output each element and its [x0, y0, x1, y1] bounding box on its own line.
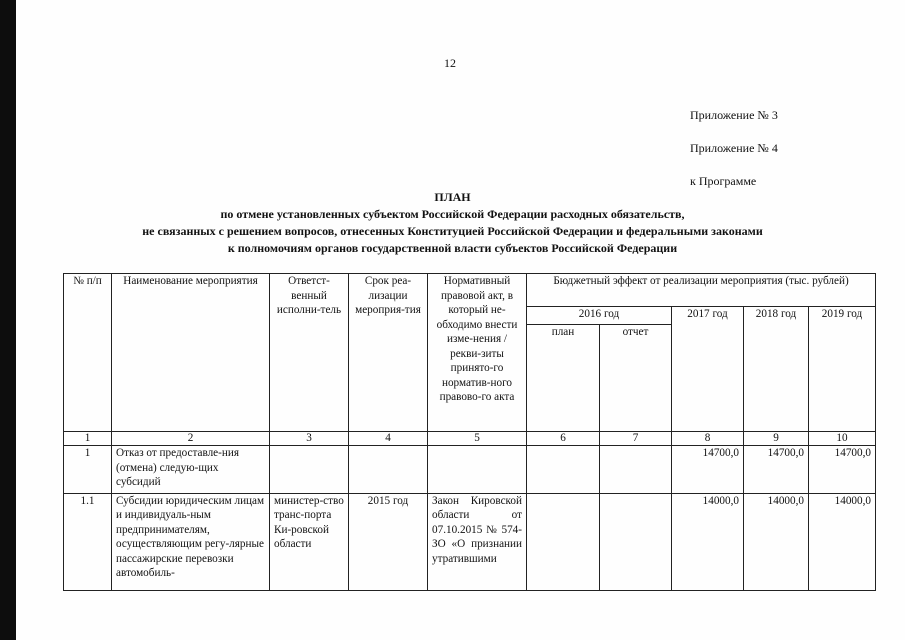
- column-numbers-row: [64, 431, 876, 445]
- row-num: 1.1: [64, 493, 112, 590]
- column-number: 8: [672, 431, 744, 445]
- row-2017: 14000,0: [672, 493, 744, 590]
- doc-title-line-3: к полномочиям органов государственной власти субъектов Российской Федерации: [227, 241, 678, 255]
- column-number: 9: [744, 431, 809, 445]
- column-number: 1: [64, 431, 112, 445]
- row-2019: 14000,0: [809, 493, 876, 590]
- program-reference: к Программе: [690, 174, 757, 188]
- header-name: Наименование мероприятия: [112, 274, 270, 432]
- row-plan: [527, 446, 600, 494]
- row-2017: 14700,0: [672, 446, 744, 494]
- header-2018: 2018 год: [744, 307, 809, 432]
- row-legal-act: Закон Кировской области от 07.10.2015 № 574-ЗО «О признании утратившими: [432, 494, 522, 565]
- row-executor: [270, 446, 349, 494]
- header-plan: план: [527, 324, 600, 431]
- row-name-cell: [112, 493, 270, 590]
- doc-title-line-1: по отмене установленных субъектом Российской Федерации расходных обязательств,: [220, 207, 685, 221]
- header-2019: 2019 год: [809, 307, 876, 432]
- row-fact: [600, 493, 672, 590]
- plan-table: [63, 273, 876, 591]
- column-number: 7: [600, 431, 672, 445]
- header-budget-effect: Бюджетный эффект от реализации мероприятия (тыс. рублей): [527, 274, 876, 307]
- row-num: 1: [64, 446, 112, 494]
- scan-shadow-edge: [0, 0, 16, 640]
- row-2019: 14700,0: [809, 446, 876, 494]
- doc-heading: ПЛАН: [434, 190, 471, 204]
- row-executor: министер-ство транс-порта Ки-ровской области: [270, 493, 349, 590]
- header-num: № п/п: [64, 274, 112, 432]
- row-name: Отказ от предоставле-ния (отмена) следую-щих субсидий: [112, 446, 270, 494]
- page-number: 12: [444, 56, 456, 70]
- header-executor: Ответст-венный исполни-тель: [270, 274, 349, 432]
- row-term: 2015 год: [349, 493, 428, 590]
- row-2018: 14700,0: [744, 446, 809, 494]
- column-number: 2: [112, 431, 270, 445]
- column-number: 10: [809, 431, 876, 445]
- doc-title-line-2: не связанных с решением вопросов, отнесенных Конституцией Российской Федерации и федеральными законами: [142, 224, 763, 238]
- row-fact: [600, 446, 672, 494]
- table-row: [64, 493, 876, 590]
- appendix-3-label: Приложение № 3: [690, 108, 778, 122]
- row-2018: 14000,0: [744, 493, 809, 590]
- column-number: 4: [349, 431, 428, 445]
- row-term: [349, 446, 428, 494]
- row-plan: [527, 493, 600, 590]
- row-name: Субсидии юридическим лицам и индивидуаль-ным предпринимателям, осуществляющим регу-лярные пассажирские перевозки автомобиль-: [116, 494, 265, 580]
- row-legal-act-cell: [428, 493, 527, 590]
- header-fact: отчет: [600, 324, 672, 431]
- column-number: 5: [428, 431, 527, 445]
- column-number: 6: [527, 431, 600, 445]
- header-2016: 2016 год: [527, 307, 672, 324]
- header-2017: 2017 год: [672, 307, 744, 432]
- column-number: 3: [270, 431, 349, 445]
- appendix-4-label: Приложение № 4: [690, 141, 778, 155]
- header-term: Срок реа-лизации мероприя-тия: [349, 274, 428, 432]
- header-legal-act: Нормативный правовой акт, в который не-обходимо внести изме-нения / рекви-зиты принято-го норматив-ного правово-го акта: [428, 274, 527, 432]
- row-legal-act: [428, 446, 527, 494]
- table-row: [64, 446, 876, 494]
